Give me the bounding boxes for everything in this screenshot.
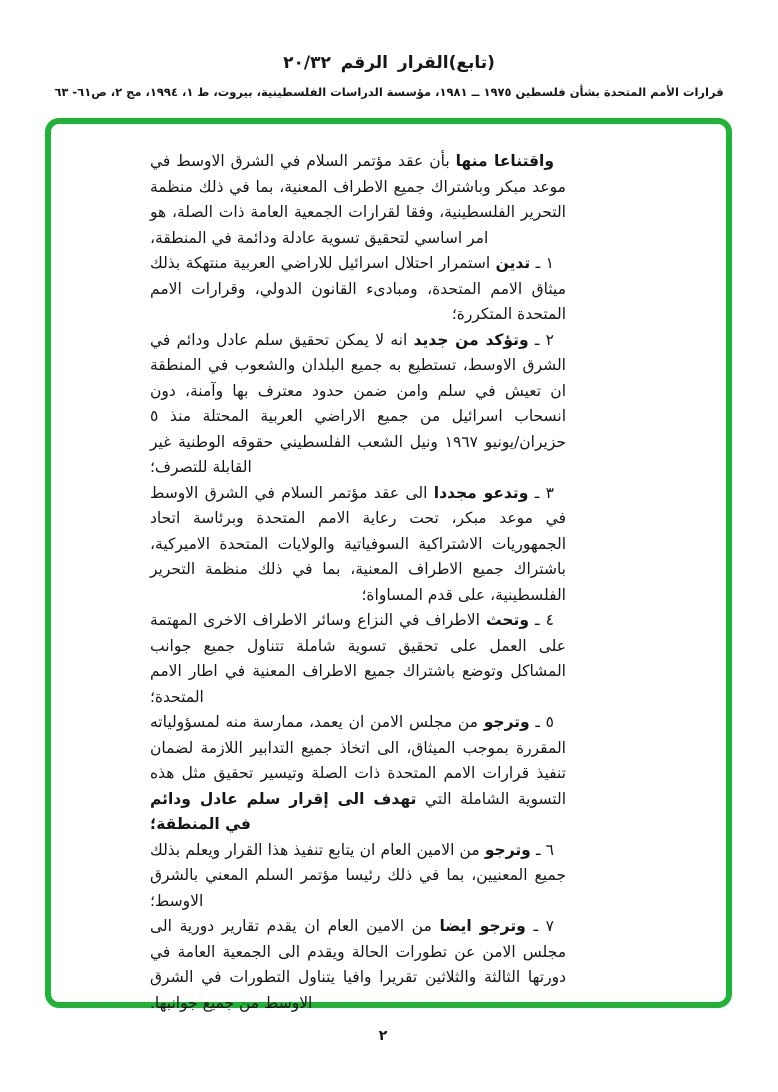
paragraph-text-segment: ٥ ـ xyxy=(529,713,554,731)
paragraph-text-segment: ٢ ـ xyxy=(528,330,554,349)
paragraph-bold-segment: وترجو xyxy=(483,713,530,731)
paragraph-text-segment: ١ ـ xyxy=(530,254,554,272)
resolution-paragraph xyxy=(150,328,566,481)
resolution-paragraph xyxy=(150,481,566,609)
paragraph-text-segment: الاطراف في النزاع وسائر الاطراف الاخرى المهتمة على العمل على تحقيق تسوية شاملة تتناول جميع جوانب المشاكل وتوضع باشتراك جميع الاطراف المعنية في اطار الامم المتحدة؛ xyxy=(150,611,566,706)
paragraph-bold-segment: وترجو ايضا xyxy=(439,917,526,935)
resolution-paragraph xyxy=(150,838,566,915)
paragraph-bold-segment: وترجو xyxy=(484,840,531,859)
paragraph-text-segment: استمرار احتلال اسرائيل للاراضي العربية منتهكة بذلك ميثاق الامم المتحدة، ومبادىء القانون الدولي، وقرارات الامم المتحدة المتكررة؛ xyxy=(150,254,566,323)
resolution-paragraph xyxy=(150,914,566,1016)
paragraph-bold-segment: وتدعو مجددا xyxy=(433,483,529,502)
paragraph-bold-segment: وتحث xyxy=(485,611,529,629)
paragraph-bold-segment: تدين xyxy=(495,254,531,272)
resolution-body xyxy=(150,149,566,1016)
paragraph-text-segment: ٤ ـ xyxy=(529,611,554,629)
paragraph-bold-segment: وتؤكد من جديد xyxy=(413,330,529,349)
paragraph-text-segment: ٧ ـ xyxy=(525,917,554,935)
paragraph-bold-segment: واقتناعا منها xyxy=(455,152,554,170)
paragraph-text-segment: من الامين العام ان يتابع تنفيذ هذا القرار ويعلم بذلك جميع المعنيين، بما في ذلك رئيسا مؤتمر السلم المعني بالشرق الاوسط؛ xyxy=(150,840,566,910)
resolution-paragraph xyxy=(150,608,566,710)
resolution-paragraph xyxy=(150,710,566,838)
paragraph-text-segment: من الامين العام ان يقدم تقارير دورية الى مجلس الامن عن تطورات الحالة ويقدم الى الجمعية العامة في دورتها الثالثة والثلاثين تقريرا وافيا يتناول التطورات في الشرق الاوسط من جميع جوانبها. xyxy=(150,917,566,1012)
paragraph-text-segment: ٦ ـ xyxy=(530,840,554,859)
paragraph-text-segment: ٣ ـ xyxy=(528,483,554,502)
footer-page-number: ٢ xyxy=(378,1028,388,1044)
paragraph-text-segment: بأن عقد مؤتمر السلام في الشرق الاوسط في موعد مبكر وباشتراك جميع الاطراف المعنية، بما في ذلك منظمة التحرير الفلسطينية، وفقا لقرارات الجمعية العامة ذات الصلة، هو امر اساسي لتحقيق تسوية عادلة ودائمة في المنطقة، xyxy=(150,152,566,247)
paragraph-text-segment: انه لا يمكن تحقيق سلم عادل ودائم في الشرق الاوسط، تستطيع به جميع البلدان والشعوب في المنطقة ان تعيش في سلم وامن ضمن حدود معترف بها وآمنة، دون انسحاب اسرائيل من جميع الاراضي العربية المحتلة منذ ٥ حزيران/يونيو ١٩٦٧ ونيل الشعب الفلسطيني حقوقه الوطنية غير القابلة للتصرف؛ xyxy=(150,330,566,476)
page-title: (تابع)القرار الرقم ٢٠/٣٢ xyxy=(283,53,495,73)
paragraph-bold-segment: تهدف الى إقرار سلم عادل ودائم في المنطقة؛ xyxy=(150,789,417,833)
resolution-paragraph xyxy=(150,251,566,328)
paragraph-text-segment: الى عقد مؤتمر السلام في الشرق الاوسط في موعد مبكر، تحت رعاية الامم المتحدة وبرئاسة اتحاد الجمهوريات الاشتراكية السوفياتية والولايات المتحدة الاميركية، باشتراك جميع الاطراف المعنية، بما في ذلك منظمة التحرير الفلسطينية، على قدم المساواة؛ xyxy=(150,483,566,604)
resolution-paragraph xyxy=(150,149,566,251)
source-citation-line: قرارات الأمم المتحدة بشأن فلسطين ١٩٧٥ ــ ١٩٨١، مؤسسة الدراسات الفلسطينية، بيروت، ط ١، ١٩٩٤، مج ٢، ص٦١- ٦٣ xyxy=(54,85,724,99)
paragraph-text-segment: من مجلس الامن ان يعمد، ممارسة منه لمسؤولياته المقررة بموجب الميثاق، الى اتخاذ جميع التدابير اللازمة لضمان تنفيذ قرارات الامم المتحدة ذات الصلة وتيسير تحقيق مثل هذه التسوية الشاملة التي xyxy=(150,713,566,808)
